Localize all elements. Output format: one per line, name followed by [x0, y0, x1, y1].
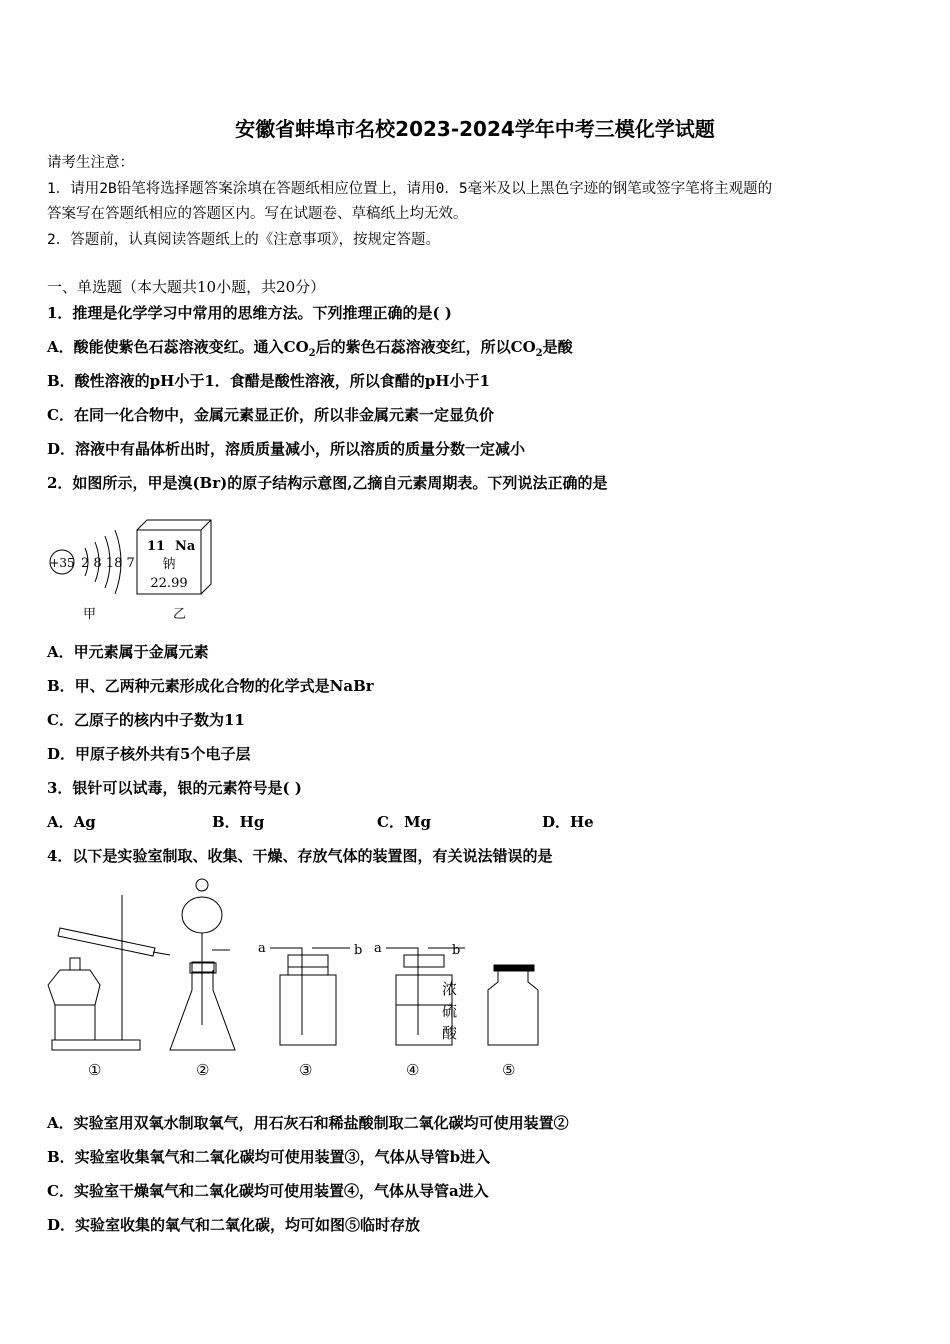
question-stem: 1．推理是化学学习中常用的思维方法。下列推理正确的是( ) — [47, 304, 452, 322]
figure-label-yi: 乙 — [173, 607, 187, 622]
notice-heading: 请考生注意： — [47, 155, 134, 171]
question-stem: 4．以下是实验室制取、收集、干燥、存放气体的装置图，有关说法错误的是 — [47, 847, 553, 865]
option-b: B．实验室收集氧气和二氧化碳均可使用装置③，气体从导管b进入 — [47, 1148, 491, 1166]
lab-apparatus-figure — [40, 870, 560, 1080]
acid-label: 浓 — [442, 980, 458, 998]
question-stem: 2．如图所示，甲是溴(Br)的原子结构示意图,乙摘自元素周期表。下列说法正确的是 — [47, 474, 608, 492]
tube-label-a: a — [374, 941, 382, 956]
apparatus-label: ③ — [299, 1061, 313, 1079]
figure-label-jia: 甲 — [83, 607, 97, 622]
apparatus-label: ② — [196, 1061, 210, 1079]
apparatus-label: ① — [88, 1061, 102, 1079]
option-c: C．Mg — [377, 813, 432, 831]
option-d: D．实验室收集的氧气和二氧化碳，均可如图⑤临时存放 — [47, 1216, 421, 1234]
option-c: C．实验室干燥氧气和二氧化碳均可使用装置④，气体从导管a进入 — [47, 1182, 489, 1200]
acid-label: 酸 — [442, 1024, 458, 1042]
option-d: D．溶液中有晶体析出时，溶质质量减小，所以溶质的质量分数一定减小 — [47, 440, 526, 458]
notice-line: 答案写在答题纸相应的答题区内。写在试题卷、草稿纸上均无效。 — [47, 206, 468, 222]
tube-label-b: b — [354, 943, 363, 958]
tube-label-b: b — [452, 943, 461, 958]
option-a: A．实验室用双氧水制取氧气，用石灰石和稀盐酸制取二氧化碳均可使用装置② — [47, 1114, 569, 1132]
apparatus-label: ⑤ — [502, 1061, 516, 1079]
acid-label: 硫 — [442, 1002, 458, 1020]
option-a: A．酸能使紫色石蕊溶液变红。通入$CO_2$后的紫色石蕊溶液变红，所以$CO_2$是酸 — [47, 338, 573, 359]
nucleus-label: +35 — [49, 556, 75, 570]
option-b: B．酸性溶液的pH小于1．食醋是酸性溶液，所以食醋的pH小于1 — [47, 372, 490, 390]
element-symbol: Na — [175, 539, 196, 554]
shell-electrons: 2 8 18 7 — [81, 556, 135, 571]
option-b: B．甲、乙两种元素形成化合物的化学式是NaBr — [47, 677, 374, 695]
element-name: 钠 — [162, 557, 176, 572]
atomic-mass: 22.99 — [150, 576, 188, 591]
option-c: C．在同一化合物中，金属元素显正价，所以非金属元素一定显负价 — [47, 406, 494, 424]
notice-line: 1．请用2B铅笔将选择题答案涂填在答题纸相应位置上，请用0．5毫米及以上黑色字迹的钢笔或签字笔将主观题的 — [47, 181, 773, 197]
option-c: C．乙原子的核内中子数为11 — [47, 711, 245, 729]
apparatus-label: ④ — [406, 1061, 420, 1079]
option-a: A．甲元素属于金属元素 — [47, 643, 209, 661]
option-d: D．甲原子核外共有5个电子层 — [47, 745, 251, 763]
page-title: 安徽省蚌埠市名校2023-2024学年中考三模化学试题 — [235, 117, 715, 141]
section-heading: 一、单选题（本大题共10小题，共20分） — [47, 278, 326, 296]
option-a: A．Ag — [47, 813, 96, 831]
option-b: B．Hg — [212, 813, 265, 831]
question-stem: 3．银针可以试毒，银的元素符号是( ) — [47, 779, 302, 797]
atomic-number: 11 — [147, 539, 166, 554]
option-d: D．He — [542, 813, 594, 831]
tube-label-a: a — [258, 941, 266, 956]
notice-line: 2．答题前，认真阅读答题纸上的《注意事项》，按规定答题。 — [47, 232, 440, 248]
atom-structure-figure — [45, 512, 235, 622]
